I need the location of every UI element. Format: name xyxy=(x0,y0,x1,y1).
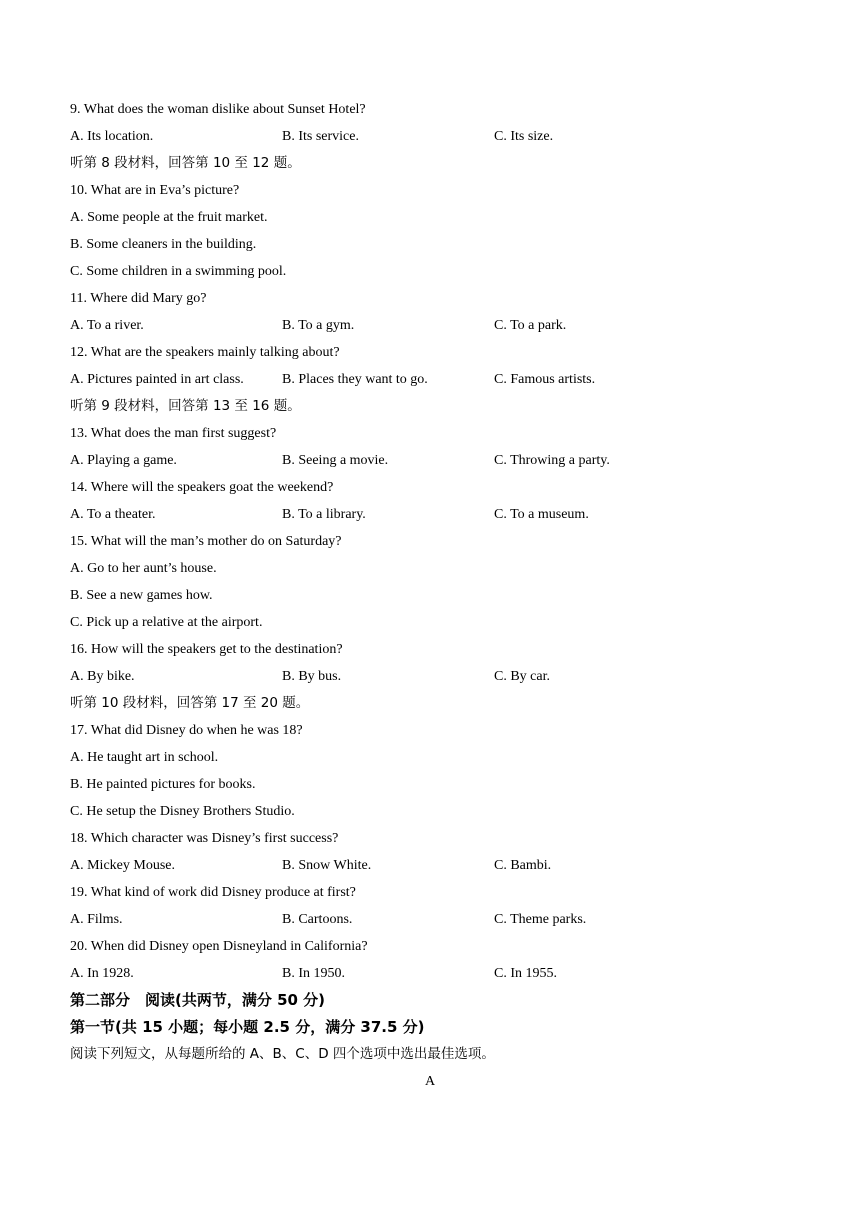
option-c: C. Pick up a relative at the airport. xyxy=(70,615,263,630)
section-1-heading: 第一节(共 15 小题；每小题 2.5 分，满分 37.5 分) xyxy=(70,1018,425,1036)
option-c: C. Bambi. xyxy=(494,858,552,873)
option-c: C. Some children in a swimming pool. xyxy=(70,264,287,279)
reading-instructions: 阅读下列短文，从每题所给的 A、B、C、D 四个选项中选出最佳选项。 xyxy=(70,1046,495,1062)
option-c: C. To a park. xyxy=(494,318,567,333)
option-c: C. Throwing a party. xyxy=(494,453,610,468)
option-a: A. He taught art in school. xyxy=(70,750,219,765)
option-a: A. Pictures painted in art class. xyxy=(70,372,244,387)
part-2-heading: 第二部分 阅读(共两节，满分 50 分) xyxy=(70,991,326,1009)
option-b: B. Cartoons. xyxy=(282,912,353,927)
option-b: B. See a new games how. xyxy=(70,588,213,603)
option-a: A. By bike. xyxy=(70,669,135,684)
option-a: A. To a river. xyxy=(70,318,144,333)
question-11-options xyxy=(70,312,790,339)
question-10: 10. What are in Eva’s picture? xyxy=(70,183,240,198)
question-18-options xyxy=(70,852,790,879)
question-13: 13. What does the man first suggest? xyxy=(70,426,277,441)
option-c: C. Its size. xyxy=(494,129,554,144)
option-b: B. Snow White. xyxy=(282,858,372,873)
option-c: C. Theme parks. xyxy=(494,912,587,927)
passage-label: A xyxy=(424,1074,436,1089)
option-c: C. He setup the Disney Brothers Studio. xyxy=(70,804,295,819)
question-9: 9. What does the woman dislike about Sunset Hotel? xyxy=(70,102,366,117)
option-a: A. To a theater. xyxy=(70,507,156,522)
question-19: 19. What kind of work did Disney produce at first? xyxy=(70,885,356,900)
question-12: 12. What are the speakers mainly talking about? xyxy=(70,345,340,360)
option-a: A. Films. xyxy=(70,912,123,927)
option-b: B. Seeing a movie. xyxy=(282,453,389,468)
section-10-instruction: 听第 10 段材料，回答第 17 至 20 题。 xyxy=(70,695,310,711)
option-b: B. To a library. xyxy=(282,507,366,522)
option-b: B. Places they want to go. xyxy=(282,372,428,387)
option-a: A. Playing a game. xyxy=(70,453,177,468)
section-9-instruction: 听第 9 段材料，回答第 13 至 16 题。 xyxy=(70,398,301,414)
question-11: 11. Where did Mary go? xyxy=(70,291,207,306)
option-a: A. In 1928. xyxy=(70,966,134,981)
question-14: 14. Where will the speakers goat the weekend? xyxy=(70,480,334,495)
question-9-options xyxy=(70,123,790,150)
question-12-options xyxy=(70,366,790,393)
option-a: A. Some people at the fruit market. xyxy=(70,210,268,225)
option-a: A. Go to her aunt’s house. xyxy=(70,561,217,576)
section-8-instruction: 听第 8 段材料，回答第 10 至 12 题。 xyxy=(70,155,301,171)
question-15: 15. What will the man’s mother do on Saturday? xyxy=(70,534,342,549)
question-20: 20. When did Disney open Disneyland in California? xyxy=(70,939,368,954)
question-13-options xyxy=(70,447,790,474)
option-a: A. Mickey Mouse. xyxy=(70,858,175,873)
question-16-options xyxy=(70,663,790,690)
question-14-options xyxy=(70,501,790,528)
page-content xyxy=(70,96,790,1095)
question-17: 17. What did Disney do when he was 18? xyxy=(70,723,303,738)
question-16: 16. How will the speakers get to the destination? xyxy=(70,642,343,657)
option-c: C. Famous artists. xyxy=(494,372,596,387)
option-c: C. To a museum. xyxy=(494,507,589,522)
option-a: A. Its location. xyxy=(70,129,154,144)
option-b: B. To a gym. xyxy=(282,318,355,333)
option-b: B. Its service. xyxy=(282,129,359,144)
question-18: 18. Which character was Disney’s first success? xyxy=(70,831,339,846)
option-b: B. In 1950. xyxy=(282,966,345,981)
option-c: C. In 1955. xyxy=(494,966,557,981)
option-b: B. He painted pictures for books. xyxy=(70,777,256,792)
question-19-options xyxy=(70,906,790,933)
option-c: C. By car. xyxy=(494,669,550,684)
option-b: B. By bus. xyxy=(282,669,342,684)
option-b: B. Some cleaners in the building. xyxy=(70,237,257,252)
question-20-options xyxy=(70,960,790,987)
